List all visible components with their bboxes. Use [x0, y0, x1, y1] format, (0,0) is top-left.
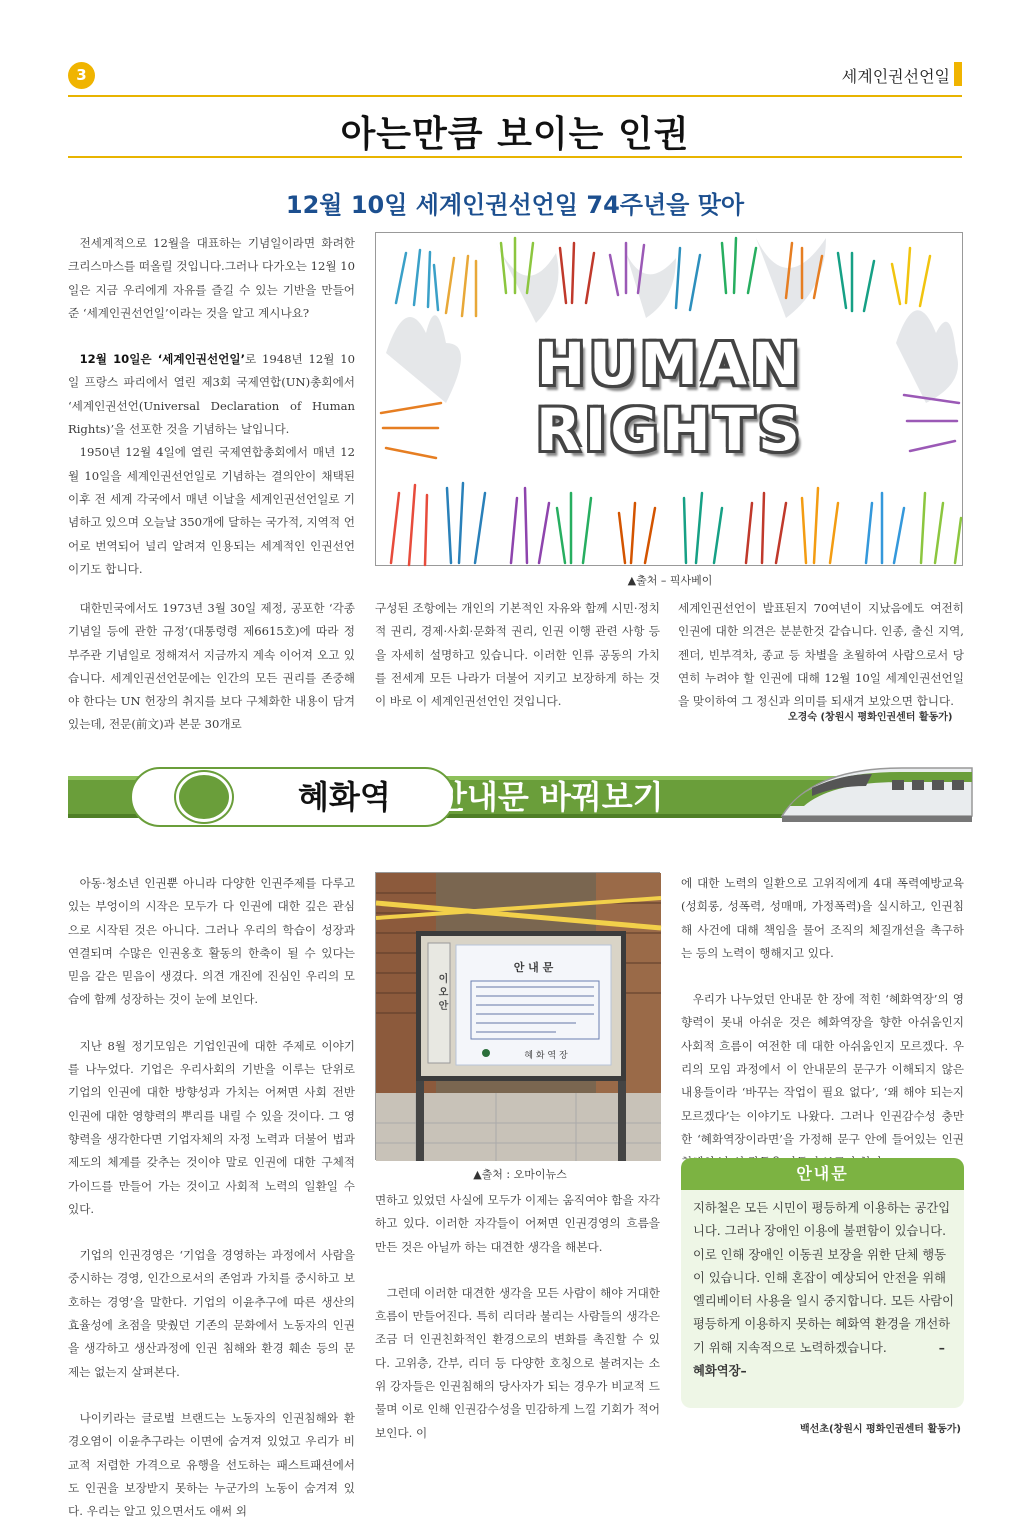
paragraph: 세계인권선언이 발표된지 70여년이 지났음에도 여전히 인권에 대한 의견은 분분한것 같습니다. 인종, 출신 지역, 젠더, 빈부격차, 종교 등 차별을 초월하여 사람으로서 당연히 누려야 할 인권에 대해 12월 10일 세계인권선언일을 맞이하여 그 정신과 의미를 되새겨 보았으면 합니다. [678, 601, 964, 709]
section-title: 세계인권선언일 [841, 67, 950, 86]
paragraph [68, 348, 355, 441]
paragraph: 나이키라는 글로벌 브랜드는 노동자의 인권침해와 환경오염이 이윤추구라는 이면에 숨겨져 있었고 우리가 비교적 저렴한 가격으로 유행을 선도하는 패스트패션에서도 인권을 보장받지 못하는 누군가의 노동이 숨겨져 있다. 우리는 알고 있으면서도 애써 외 [68, 1410, 355, 1519]
section-banner [68, 766, 962, 828]
paragraph: 그런데 이러한 대견한 생각을 모든 사람이 해야 거대한 흐름이 만들어진다. 특히 리더라 불리는 사람들의 생각은 조금 더 인권친화적인 환경으로의 변화를 촉진할 수 있다. 고위층, 간부, 리더 등 다양한 호칭으로 불려지는 소위 강자들은 인권침해의 당사자가 되는 경우가 비교적 드물며 이로 인해 인권감수성을 민감하게 느낄 기회가 적어 보인다. 이 [375, 1285, 660, 1440]
banner-label-title: 안내문 바꿔보기 [436, 778, 664, 816]
article1-bottom-col3 [678, 597, 964, 713]
paragraph: 전세계적으로 12월을 대표하는 기념일이라면 화려한 크리스마스를 떠올릴 것입니다.그러나 다가오는 12월 10일은 지금 우리에게 자유를 즐길 수 있는 기반을 만들어준 ‘세계인권선언일’이라는 것을 알고 계시나요? [68, 236, 355, 320]
paragraph-rest: 로 1948년 12월 10일 프랑스 파리에서 열린 제3회 국제연합(UN)총회에서 ‘세계인권선언(Universal Declaration of Human Rights)’을 선포한 것을 기념하는 날입니다. [68, 352, 355, 437]
notice-sign-from: 혜 화 역 장 [524, 1051, 568, 1061]
paragraph: 에 대한 노력의 일환으로 고위직에게 4대 폭력예방교육(성희롱, 성폭력, 성매매, 가정폭력)을 실시하고, 인권침해 사건에 대해 책임을 물어 조직의 체질개선을 촉구하는 등의 노력이 행해지고 있다. [681, 876, 964, 960]
article1-bottom-col1 [68, 597, 355, 737]
green-circle-icon [176, 772, 232, 822]
article2-column2 [375, 1189, 660, 1445]
header-rule [68, 95, 962, 97]
paragraph: 구성된 조항에는 개인의 기본적인 자유와 함께 시민·정치적 권리, 경제·사회·문화적 권리, 인권 이행 관련 사항 등을 자세히 설명하고 있습니다. 이러한 인류 공동의 가치를 전세계 모든 나라가 더불어 지키고 보장하게 하는 것이 바로 이 세계인권선언인 것입니다. [375, 601, 660, 709]
notice-sign-title: 안 내 문 [513, 961, 554, 974]
image-caption: ▲출처 – 픽사베이 [627, 574, 713, 587]
section-accent-bar [954, 62, 962, 86]
article1-column1 [68, 232, 355, 581]
train-icon [772, 758, 972, 828]
byline: 오경숙 (창원시 평화인권센터 활동가) [788, 712, 953, 723]
paragraph: 1950년 12월 4일에 열린 국제연합총회에서 매년 12월 10일을 세계인권선언일로 기념하는 결의안이 채택된 이후 전 세계 각국에서 매년 이날을 세계인권선언일로 기념하고 있으며 오늘날 350개에 달하는 국가적, 지역적 언어로 번역되어 널리 알려져 인용되는 세계적인 인권선언이기도 합니다. [68, 445, 355, 576]
article2-column3 [681, 872, 964, 1175]
image-text-human: HUMAN [536, 330, 804, 398]
revised-notice-body [693, 1197, 955, 1383]
human-rights-text [376, 331, 964, 463]
paragraph: 대한민국에서도 1973년 3월 30일 제정, 공포한 ‘각종 기념일 등에 관한 규정’(대통령령 제6615호)에 따라 정부주관 기념일로 정해져서 지금까지 계속 이어져 오고 있습니다. 세계인권선언문에는 인간의 모든 권리를 존중해야 한다는 UN 헌장의 취지를 보다 구체화한 내용이 담겨 있는데, 전문(前文)과 본문 30개로 [68, 601, 355, 732]
page-number: 3 [68, 62, 95, 89]
paragraph: 지난 8월 정기모임은 기업인권에 대한 주제로 이야기를 나누었다. 기업은 우리사회의 기반을 이루는 단위로 기업의 인권에 대한 방향성과 가치는 어쩌면 사회 전반 인권에 대한 영향력의 뿌리를 내릴 수 있을 것이다. 그 영향력을 생각한다면 기업자체의 자정 노력과 더불어 법과 제도의 체계를 갖추는 것이야 말로 인권에 대한 구체적 가이드를 만들어 가는 것이고 사회적 노력의 일환일 수 있다. [68, 1038, 355, 1216]
notice-side-text: 이 오 안 [436, 973, 447, 1010]
photo-caption: ▲출처 : 오마이뉴스 [473, 1168, 567, 1181]
article-subtitle: 12월 10일 세계인권선언일 74주년을 맞아 [285, 191, 745, 219]
article1-bottom-col2 [375, 597, 660, 713]
paragraph: 면하고 있었던 사실에 모두가 이제는 움직여야 함을 자각하고 있다. 이러한 자각들이 어쩌면 인권경영의 흐름을 만든 것은 아닐까 하는 대견한 생각을 해본다. [375, 1193, 660, 1254]
revised-notice-title: 안내문 [681, 1158, 964, 1190]
notice-signature: –혜화역장– [693, 1340, 945, 1379]
human-rights-image [375, 232, 963, 566]
notice-photo [375, 872, 660, 1160]
image-text-rights: RIGHTS [536, 396, 804, 464]
article2-column1 [68, 872, 355, 1523]
station-notice-photo [376, 873, 661, 1161]
byline: 백선초(창원시 평화인권센터 활동가) [800, 1424, 962, 1435]
title-rule [68, 156, 962, 158]
bold-lead: 12월 10일은 ‘세계인권선언일’ [79, 352, 245, 367]
page-title: 아는만큼 보이는 인권 [340, 114, 690, 155]
paragraph: 아동·청소년 인권뿐 아니라 다양한 인권주제를 다루고 있는 부엉이의 시작은 모두가 다 인권에 대한 깊은 관심으로 시작된 것은 아니다. 그러나 우리의 학습이 성장과 연결되며 수많은 인권옹호 활동의 한축이 될 수 있다는 믿음 같은 믿음이 생겼다. 의견 개진에 진심인 우리의 모습에 함께 성장하는 것이 눈에 보인다. [68, 876, 355, 1007]
paragraph: 기업의 인권경영은 ‘기업을 경영하는 과정에서 사람을 중시하는 경영, 인간으로서의 존엄과 가치를 중시하고 보호하는 경영’을 말한다. 기업의 이윤추구에 따른 생산의 효율성에 초점을 맞췄던 기존의 문화에서 노동자의 인권을 생각하고 생산과정에 인권 침해와 환경 훼손 등의 문제는 없는지 살펴본다. [68, 1248, 355, 1379]
paragraph: 우리가 나누었던 안내문 한 장에 적힌 ‘혜화역장’의 영향력이 못내 아쉬운 것은 혜화역장을 향한 아쉬움인지 사회적 흐름이 여전한 데 대한 아쉬움인지 모르겠다. 우리의 모임 과정에서 이 안내문의 문구가 이해되지 않은 내용들이라 ‘바꾸는 작업이 필요 없다’, ‘왜 해야 되는지 모르겠다’는 이야기도 나왔다. 그러나 인권감수성 충만한 ‘혜화역장이라면’을 가정해 문구 안에 들어있는 인권 [681, 992, 964, 1146]
banner-label-station: 혜화역 [298, 778, 391, 816]
notice-body-text: 지하철은 모든 시민이 평등하게 이용하는 공간입니다. 그러나 장애인 이용에 불편함이 있습니다. 이로 인해 장애인 이동권 보장을 위한 단체 행동이 있습니다. 인해 혼잡이 예상되어 안전을 위해 엘리베이터 사용을 일시 중지합니다. 모든 사람이 평등하게 이용하지 못하는 혜화역 환경을 개선하기 위해 지속적으로 노력하겠습니다. [693, 1201, 955, 1355]
